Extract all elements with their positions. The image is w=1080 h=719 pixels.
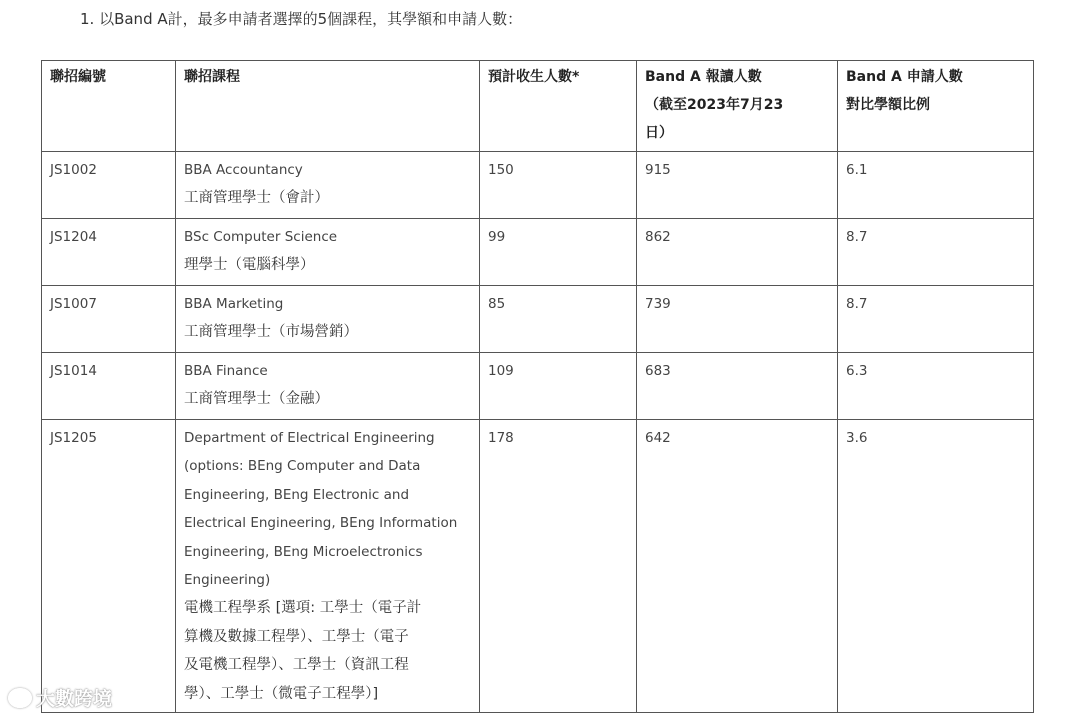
cell-code: JS1204 bbox=[42, 219, 176, 286]
cell-applicants: 915 bbox=[637, 152, 838, 219]
programme-name-en-line: Engineering) bbox=[184, 572, 271, 589]
programme-name-zh-line: 算機及數據工程學）、工學士（電子 bbox=[184, 628, 409, 645]
watermark bbox=[8, 684, 112, 711]
cell-applicants: 862 bbox=[637, 219, 838, 286]
programme-name-en-line: Electrical Engineering, BEng Information bbox=[184, 515, 458, 532]
header-code: 聯招編號 bbox=[42, 61, 176, 152]
header-ratio-line2: 對比學額比例 bbox=[846, 97, 930, 113]
programme-name-en-line: Engineering, BEng Microelectronics bbox=[184, 543, 423, 560]
cell-programme bbox=[176, 353, 480, 420]
programme-name-en: BBA Accountancy bbox=[184, 162, 303, 178]
header-applicants bbox=[637, 61, 838, 152]
cell-code: JS1014 bbox=[42, 353, 176, 420]
cell-applicants: 642 bbox=[637, 420, 838, 713]
table-row bbox=[42, 152, 1034, 219]
cell-applicants: 739 bbox=[637, 286, 838, 353]
programme-name-en: BBA Finance bbox=[184, 363, 268, 379]
table-row bbox=[42, 420, 1034, 713]
intro-line: 1. 以Band A計，最多申請者選擇的5個課程，其學額和申請人數： bbox=[80, 10, 523, 28]
cell-ratio: 8.7 bbox=[838, 286, 1034, 353]
cell-ratio: 6.3 bbox=[838, 353, 1034, 420]
table-row bbox=[42, 286, 1034, 353]
cell-ratio: 6.1 bbox=[838, 152, 1034, 219]
chat-bubble-icon bbox=[8, 688, 32, 708]
cell-quota: 178 bbox=[480, 420, 637, 713]
cell-ratio: 3.6 bbox=[838, 420, 1034, 713]
header-programme: 聯招課程 bbox=[176, 61, 480, 152]
programme-name-en-line: (options: BEng Computer and Data bbox=[184, 458, 421, 475]
header-ratio-line1: Band A 申請人數 bbox=[846, 69, 963, 85]
cell-quota: 99 bbox=[480, 219, 637, 286]
programme-name-zh: 工商管理學士（會計） bbox=[184, 190, 329, 206]
cell-programme bbox=[176, 420, 480, 713]
header-applicants-line1: Band A 報讀人數 bbox=[645, 69, 762, 85]
cell-programme bbox=[176, 219, 480, 286]
programme-name-zh-line: 及電機工程學）、工學士（資訊工程 bbox=[184, 657, 409, 674]
table-row bbox=[42, 353, 1034, 420]
cell-code: JS1205 bbox=[42, 420, 176, 713]
header-applicants-line2: （截至2023年7月23 bbox=[645, 97, 784, 113]
cell-quota: 150 bbox=[480, 152, 637, 219]
programme-name-en: BSc Computer Science bbox=[184, 229, 338, 245]
watermark-text: 大數跨境 bbox=[36, 688, 113, 710]
cell-code: JS1007 bbox=[42, 286, 176, 353]
header-quota: 預計收生人數* bbox=[480, 61, 637, 152]
programme-name-zh: 工商管理學士（市場營銷） bbox=[184, 324, 358, 340]
cell-ratio: 8.7 bbox=[838, 219, 1034, 286]
cell-programme bbox=[176, 152, 480, 219]
programme-name-zh: 工商管理學士（金融） bbox=[184, 391, 329, 407]
programme-name-en-line: Department of Electrical Engineering bbox=[184, 430, 435, 446]
programme-table bbox=[41, 60, 1034, 713]
cell-applicants: 683 bbox=[637, 353, 838, 420]
table-header-row bbox=[42, 61, 1034, 152]
table-row bbox=[42, 219, 1034, 286]
cell-quota: 85 bbox=[480, 286, 637, 353]
programme-name-zh-line: 電機工程學系 [選項: 工學士（電子計 bbox=[184, 600, 422, 617]
programme-name-en: BBA Marketing bbox=[184, 296, 284, 312]
cell-quota: 109 bbox=[480, 353, 637, 420]
cell-code: JS1002 bbox=[42, 152, 176, 219]
header-ratio bbox=[838, 61, 1034, 152]
programme-name-zh-line: 學）、工學士（微電子工程學）] bbox=[184, 685, 379, 702]
header-applicants-line3: 日） bbox=[645, 125, 673, 141]
programme-name-zh: 理學士（電腦科學） bbox=[184, 257, 315, 273]
programme-name-en-line: Engineering, BEng Electronic and bbox=[184, 486, 410, 503]
cell-programme bbox=[176, 286, 480, 353]
